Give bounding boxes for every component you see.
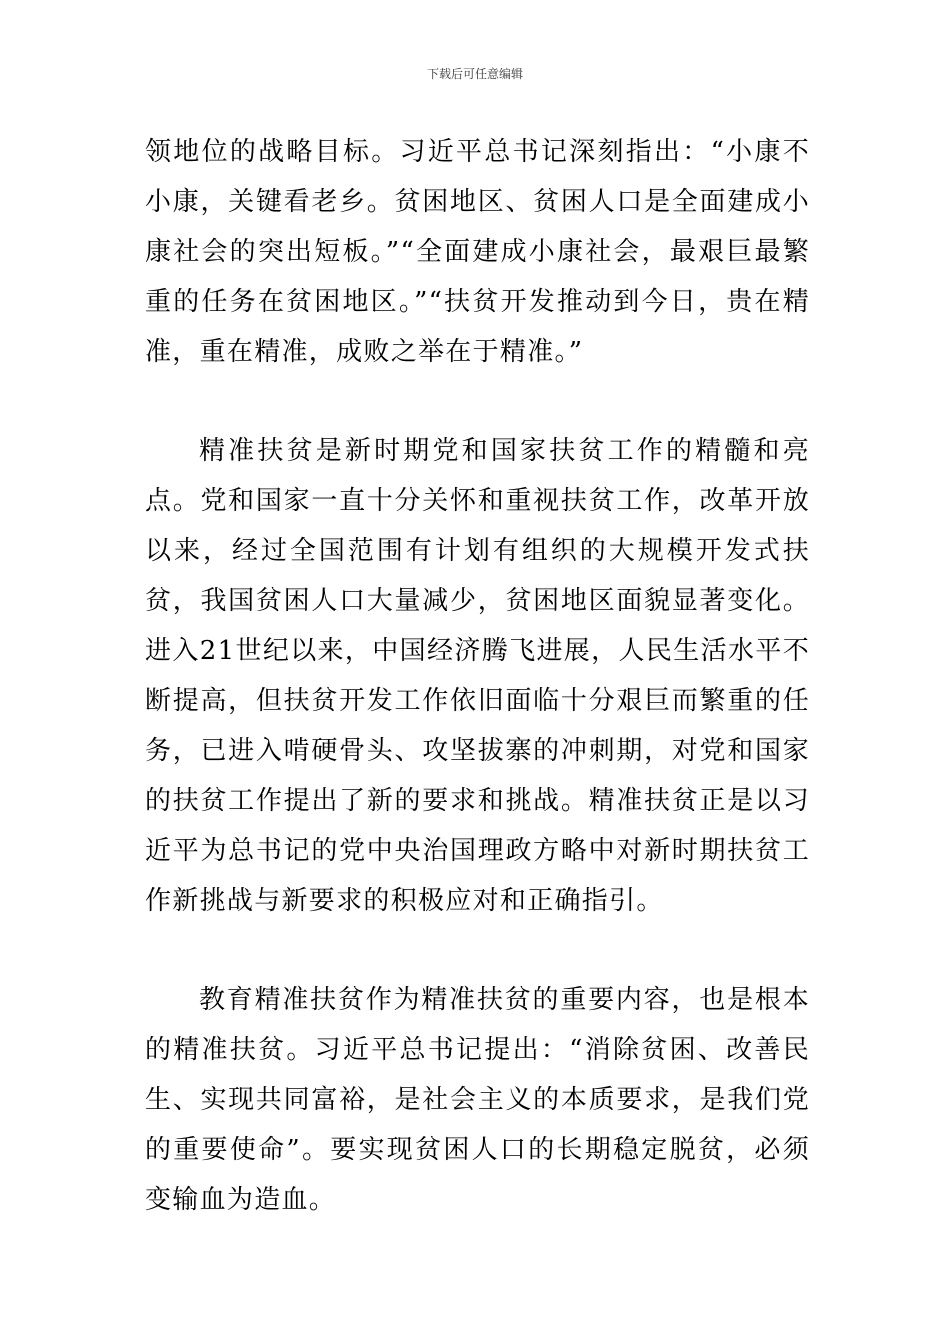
- paragraph-1: 领地位的战略目标。习近平总书记深刻指出：“小康不小康，关键看老乡。贫困地区、贫困人口是全面建成小康社会的突出短板。”“全面建成小康社会，最艰巨最繁重的任务在贫困地区。”“扶贫开发推动到今日，贵在精准，重在精准，成败之举在于精准。”: [145, 137, 810, 367]
- paragraph-3: 教育精准扶贫作为精准扶贫的重要内容，也是根本的精准扶贫。习近平总书记提出：“消除贫困、改善民生、实现共同富裕，是社会主义的本质要求，是我们党的重要使命”。要实现贫困人口的长期稳定脱贫，必须变输血为造血。: [145, 985, 810, 1215]
- paragraph-2: 精准扶贫是新时期党和国家扶贫工作的精髓和亮点。党和国家一直十分关怀和重视扶贫工作，改革开放以来，经过全国范围有计划有组织的大规模开发式扶贫，我国贫困人口大量减少，贫困地区面貌显著变化。进入21世纪以来，中国经济腾飞进展，人民生活水平不断提高，但扶贫开发工作依旧面临十分艰巨而繁重的任务，已进入啃硬骨头、攻坚拔寨的冲刺期，对党和国家的扶贫工作提出了新的要求和挑战。精准扶贫正是以习近平为总书记的党中央治国理政方略中对新时期扶贫工作新挑战与新要求的积极应对和正确指引。: [145, 436, 810, 916]
- page-header: 下载后可任意编辑: [426, 67, 523, 81]
- document-body: [145, 127, 810, 1225]
